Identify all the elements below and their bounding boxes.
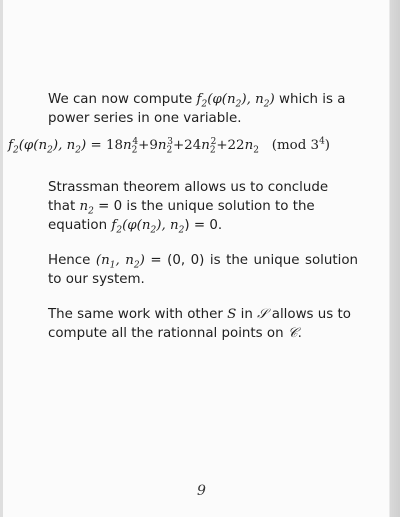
paragraph-power-series: We can now compute $f_2(\varphi(n_2)$, $n_2$) which is a power series in one variable. <box>48 92 346 126</box>
page-number: 9 <box>197 483 206 499</box>
power-series-equation: $f_2(\varphi(n_2)$, $n_2) = 18n_2^4+9n_2^3+24n_2^2+22n_2$ (mod $3^4$) <box>8 136 331 156</box>
page-edge-right <box>390 0 400 517</box>
f2-phi-expr: $f_2(\varphi(n_2)$, $n_2$) <box>196 92 275 110</box>
paragraph-strassman: Strassman theorem allows us to conclude that $n_2 = 0$ is the unique solution to the equation $f_2(\varphi(n_2)$, $n_2) = 0$. <box>48 180 329 236</box>
paragraph-unique-solution: Hence ($n_1$, $n_2) = (0$, 0) is the unique solution to our system. <box>48 253 359 287</box>
document-page <box>3 0 389 517</box>
paragraph-rational-points: The same work with other S in 𝒮 allows us to compute all the rationnal points on 𝒞. <box>48 307 351 341</box>
